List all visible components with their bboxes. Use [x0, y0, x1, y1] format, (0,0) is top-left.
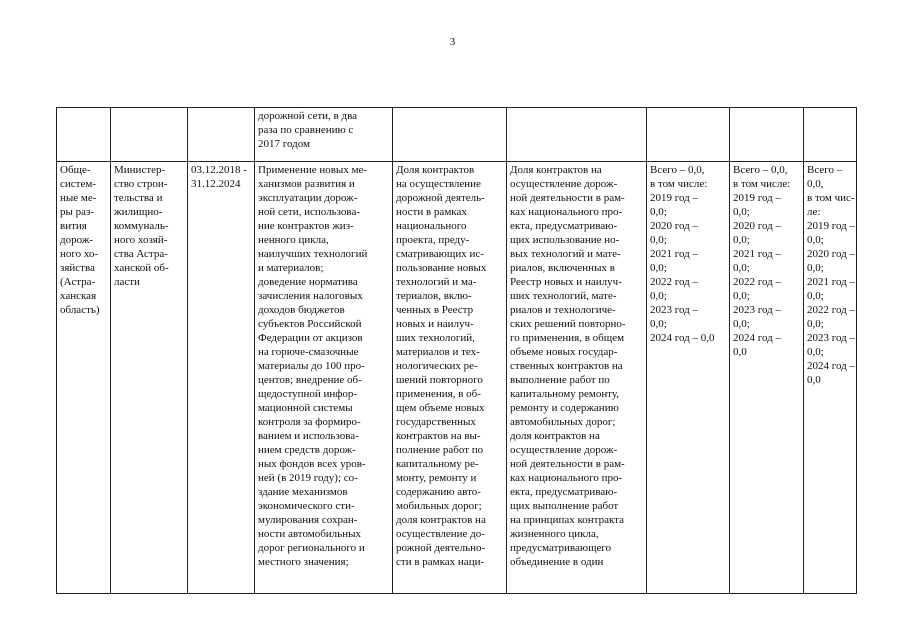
- text-line: Всего – 0,0,: [733, 164, 788, 176]
- text-line: раза по сравнению с: [258, 124, 354, 136]
- text-line: ласти: [114, 276, 140, 288]
- text-line: технологий и ма-: [396, 276, 477, 288]
- text-line: национального: [396, 220, 467, 232]
- text-line: ней (в 2019 году); со-: [258, 472, 358, 484]
- text-line: ханизмов развития и: [258, 178, 355, 190]
- text-line: Применение новых ме-: [258, 164, 368, 176]
- document-table: [56, 107, 857, 594]
- table-cell: [57, 162, 111, 594]
- text-line: объединение в один: [510, 556, 604, 568]
- text-line: зяйства: [60, 262, 95, 274]
- text-line: 2024 год – 0,0: [650, 332, 715, 344]
- text-line: местного значения;: [258, 556, 349, 568]
- text-line: полнение работ по: [396, 444, 484, 456]
- text-line: на горюче-смазочные: [258, 346, 359, 358]
- table-row: [57, 108, 857, 162]
- text-line: Реестр новых и наилуч-: [510, 276, 622, 288]
- table-cell: [507, 162, 647, 594]
- text-line: 2019 год –: [650, 192, 699, 204]
- text-line: 0,0;: [733, 234, 750, 246]
- text-line: 2022 год –: [650, 276, 699, 288]
- text-line: вития: [60, 220, 87, 232]
- cell-text: [60, 163, 107, 317]
- text-line: сматривающих ис-: [396, 248, 484, 260]
- text-line: область): [60, 304, 100, 316]
- text-line: ности в рамках: [396, 206, 467, 218]
- text-line: Всего – 0,0,: [650, 164, 705, 176]
- text-line: субъектов Российской: [258, 318, 362, 330]
- text-line: териалов, вклю-: [396, 290, 472, 302]
- text-line: 2022 год –: [807, 304, 856, 316]
- text-line: содержанию авто-: [396, 486, 481, 498]
- text-line: екта, предусматриваю-: [510, 220, 618, 232]
- table-cell: [188, 108, 255, 162]
- text-line: 2024 год –: [733, 332, 782, 344]
- text-line: 03.12.2018 -: [191, 164, 247, 176]
- text-line: материалы до 100 про-: [258, 360, 365, 372]
- text-line: 2020 год –: [733, 220, 782, 232]
- text-line: доля контрактов на: [396, 514, 486, 526]
- table-cell: [804, 162, 857, 594]
- text-line: 0,0;: [733, 262, 750, 274]
- table-cell: [111, 108, 188, 162]
- text-line: 2022 год –: [733, 276, 782, 288]
- text-line: 2024 год –: [807, 360, 856, 372]
- text-line: 2021 год –: [650, 248, 699, 260]
- text-line: ственных контрактов на: [510, 360, 623, 372]
- text-line: 2019 год –: [733, 192, 782, 204]
- text-line: здание механизмов: [258, 486, 348, 498]
- text-line: 0,0;: [807, 318, 824, 330]
- cell-text: [396, 163, 503, 569]
- text-line: ной деятельности в рам-: [510, 192, 625, 204]
- text-line: ства Астра-: [114, 248, 168, 260]
- text-line: в том чис-: [807, 192, 855, 204]
- text-line: риалов, включенных в: [510, 262, 615, 274]
- text-line: капитальному ре-: [396, 458, 479, 470]
- table-cell: [393, 108, 507, 162]
- text-line: 0,0;: [650, 234, 667, 246]
- table-cell: [111, 162, 188, 594]
- text-line: Всего –: [807, 164, 843, 176]
- text-line: сти в рамках наци-: [396, 556, 485, 568]
- text-line: ванием и использова-: [258, 430, 359, 442]
- text-line: 0,0,: [807, 178, 824, 190]
- text-line: систем-: [60, 178, 96, 190]
- text-line: 0,0;: [733, 318, 750, 330]
- text-line: государственных: [396, 416, 476, 428]
- text-line: ных фондов всех уров-: [258, 458, 366, 470]
- table-row: [57, 162, 857, 594]
- cell-text: [258, 109, 389, 151]
- text-line: ках национального про-: [510, 206, 623, 218]
- text-line: зачисления налоговых: [258, 290, 363, 302]
- text-line: нием средств дорож-: [258, 444, 356, 456]
- text-line: Федерации от акцизов: [258, 332, 363, 344]
- text-line: и материалов;: [258, 262, 324, 274]
- table-cell: [647, 108, 730, 162]
- text-line: в том числе:: [650, 178, 708, 190]
- text-line: ры раз-: [60, 206, 95, 218]
- text-line: 0,0;: [733, 290, 750, 302]
- text-line: ного хо-: [60, 248, 99, 260]
- cell-text: [650, 163, 726, 345]
- text-line: коммуналь-: [114, 220, 169, 232]
- text-line: екта, предусматриваю-: [510, 486, 618, 498]
- text-line: осуществление до-: [396, 528, 485, 540]
- text-line: 0,0;: [650, 290, 667, 302]
- table-cell: [507, 108, 647, 162]
- text-line: Доля контрактов: [396, 164, 475, 176]
- text-line: мационной системы: [258, 402, 353, 414]
- text-line: 0,0;: [807, 234, 824, 246]
- text-line: мобильных дорог;: [396, 500, 482, 512]
- text-line: 0,0: [733, 346, 747, 358]
- text-line: ках национального про-: [510, 472, 623, 484]
- text-line: дорог регионального и: [258, 542, 365, 554]
- table-cell: [647, 162, 730, 594]
- text-line: 2021 год –: [733, 248, 782, 260]
- text-line: ство строи-: [114, 178, 168, 190]
- text-line: ских решений повторно-: [510, 318, 626, 330]
- text-line: на принципах контракта: [510, 514, 624, 526]
- text-line: ханской об-: [114, 262, 169, 274]
- text-line: центов; внедрение об-: [258, 374, 362, 386]
- text-line: материалов и тех-: [396, 346, 480, 358]
- text-line: Доля контрактов на: [510, 164, 602, 176]
- text-line: осуществление дорож-: [510, 444, 618, 456]
- page-number: 3: [449, 36, 456, 48]
- text-line: капитальному ремонту,: [510, 388, 620, 400]
- text-line: щих выполнение работ: [510, 500, 619, 512]
- text-line: экономического сти-: [258, 500, 355, 512]
- text-line: ченных в Реестр: [396, 304, 474, 316]
- table-cell: [255, 108, 393, 162]
- text-line: выполнение работ по: [510, 374, 610, 386]
- cell-text: [258, 163, 389, 569]
- text-line: го применения, в общем: [510, 332, 625, 344]
- text-line: ной деятельности в рам-: [510, 458, 625, 470]
- text-line: 2020 год –: [650, 220, 699, 232]
- text-line: на осуществление: [396, 178, 481, 190]
- text-line: мулирования сохран-: [258, 514, 358, 526]
- text-line: 2023 год –: [650, 304, 699, 316]
- cell-text: [510, 163, 643, 569]
- text-line: щих использование но-: [510, 234, 620, 246]
- text-line: 0,0;: [807, 290, 824, 302]
- text-line: (Астра-: [60, 276, 96, 288]
- text-line: пользование новых: [396, 262, 487, 274]
- text-line: шений повторного: [396, 374, 483, 386]
- text-line: ного хозяй-: [114, 234, 168, 246]
- text-line: дорожной сети, в два: [258, 110, 358, 122]
- text-line: 2021 год –: [807, 276, 856, 288]
- text-line: ной сети, использова-: [258, 206, 361, 218]
- text-line: риалов и технологиче-: [510, 304, 616, 316]
- text-line: новых и наилуч-: [396, 318, 474, 330]
- cell-text: [191, 163, 251, 191]
- text-line: 0,0;: [650, 262, 667, 274]
- text-line: 31.12.2024: [191, 178, 241, 190]
- table-cell: [730, 108, 804, 162]
- text-line: дорожной деятель-: [396, 192, 485, 204]
- text-line: рожной деятельно-: [396, 542, 486, 554]
- text-line: эксплуатации дорож-: [258, 192, 358, 204]
- text-line: автомобильных дорог;: [510, 416, 616, 428]
- text-line: щем объеме новых: [396, 402, 485, 414]
- text-line: ненного цикла,: [258, 234, 329, 246]
- text-line: 2023 год –: [807, 332, 856, 344]
- text-line: дорож-: [60, 234, 94, 246]
- table-cell: [730, 162, 804, 594]
- text-line: контроля за формиро-: [258, 416, 361, 428]
- text-line: 2020 год –: [807, 248, 856, 260]
- text-line: 0,0;: [807, 262, 824, 274]
- text-line: щедоступной инфор-: [258, 388, 358, 400]
- table-cell: [57, 108, 111, 162]
- text-line: 0,0;: [807, 346, 824, 358]
- table-cell: [188, 162, 255, 594]
- text-line: объеме новых государ-: [510, 346, 618, 358]
- text-line: ремонту и содержанию: [510, 402, 619, 414]
- text-line: 0,0;: [733, 206, 750, 218]
- text-line: 0,0;: [650, 318, 667, 330]
- cell-text: [807, 163, 856, 387]
- cell-text: [733, 163, 800, 359]
- text-line: контрактов на вы-: [396, 430, 481, 442]
- text-line: тельства и: [114, 192, 163, 204]
- text-line: ханская: [60, 290, 97, 302]
- table-cell: [393, 162, 507, 594]
- text-line: ности автомобильных: [258, 528, 361, 540]
- text-line: ших технологий, мате-: [510, 290, 617, 302]
- text-line: Обще-: [60, 164, 91, 176]
- text-line: вых технологий и мате-: [510, 248, 621, 260]
- text-line: ле:: [807, 206, 821, 218]
- text-line: 2017 годом: [258, 138, 311, 150]
- text-line: 2019 год –: [807, 220, 856, 232]
- text-line: жилищно-: [114, 206, 163, 218]
- table-cell: [804, 108, 857, 162]
- text-line: жизненного цикла,: [510, 528, 599, 540]
- text-line: доля контрактов на: [510, 430, 600, 442]
- text-line: монту, ремонту и: [396, 472, 477, 484]
- table-cell: [255, 162, 393, 594]
- text-line: 0,0;: [650, 206, 667, 218]
- text-line: в том числе:: [733, 178, 791, 190]
- text-line: Министер-: [114, 164, 166, 176]
- text-line: ные ме-: [60, 192, 97, 204]
- text-line: наилучших технологий: [258, 248, 368, 260]
- text-line: 0,0: [807, 374, 821, 386]
- text-line: предусматривающего: [510, 542, 612, 554]
- cell-text: [114, 163, 184, 289]
- text-line: доходов бюджетов: [258, 304, 345, 316]
- text-line: ших технологий,: [396, 332, 475, 344]
- text-line: осуществление дорож-: [510, 178, 618, 190]
- text-line: проекта, преду-: [396, 234, 470, 246]
- text-line: применения, в об-: [396, 388, 481, 400]
- text-line: доведение норматива: [258, 276, 358, 288]
- text-line: ние контрактов жиз-: [258, 220, 354, 232]
- text-line: 2023 год –: [733, 304, 782, 316]
- text-line: нологических ре-: [396, 360, 478, 372]
